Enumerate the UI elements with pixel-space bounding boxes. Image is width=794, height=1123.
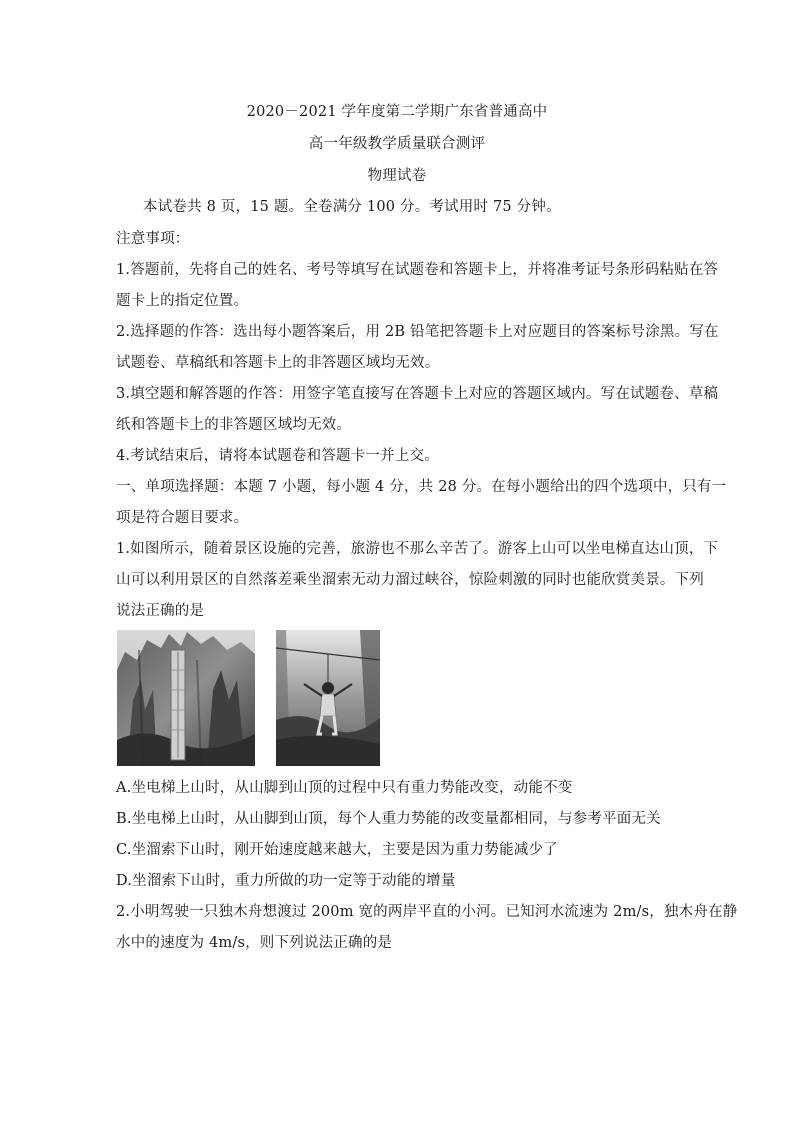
zipline-rider-photo [276,630,380,766]
notice-item-2-line1: 2.选择题的作答：选出每小题答案后，用 2B 铅笔把答题卡上对应题目的答案标号涂黑。写在 [116,324,719,340]
q1-option-d: D.坐溜索下山时，重力所做的功一定等于动能的增量 [116,873,456,889]
exam-intro: 本试卷共 8 页，15 题。全卷满分 100 分。考试用时 75 分钟。 [143,199,561,215]
q2-stem-line2: 水中的速度为 4m/s，则下列说法正确的是 [116,935,393,951]
q1-option-a: A.坐电梯上山时，从山脚到山顶的过程中只有重力势能改变，动能不变 [116,780,573,796]
notice-item-2-line2: 试题卷、草稿纸和答题卡上的非答题区域均无效。 [116,355,440,371]
notice-item-1-line2: 题卡上的指定位置。 [116,293,249,309]
section1-line1: 一、单项选择题：本题 7 小题，每小题 4 分，共 28 分。在每小题给出的四个选项中，只有一 [116,479,727,495]
q1-option-c: C.坐溜索下山时，刚开始速度越来越大，主要是因为重力势能减少了 [116,842,558,858]
q2-stem-line1: 2.小明驾驶一只独木舟想渡过 200m 宽的两岸平直的小河。已知河水流速为 2m/s，独木舟在静 [116,904,738,920]
notice-item-1-line1: 1.答题前，先将自己的姓名、考号等填写在试题卷和答题卡上，并将准考证号条形码粘贴在答 [116,262,719,278]
exam-header-line1: 2020－2021 学年度第二学期广东省普通高中 [246,104,548,120]
exam-title: 物理试卷 [367,168,427,184]
notice-item-3-line2: 纸和答题卡上的非答题区域均无效。 [116,417,352,433]
exam-header-line2: 高一年级教学质量联合测评 [308,136,486,152]
notice-title: 注意事项： [116,231,190,247]
q1-stem-line2: 山可以利用景区的自然落差乘坐溜索无动力溜过峡谷，惊险刺激的同时也能欣赏美景。下列 [116,572,704,588]
q1-stem-line3: 说法正确的是 [116,603,205,619]
section1-line2: 项是符合题目要求。 [116,510,249,526]
notice-item-4: 4.考试结束后，请将本试题卷和答题卡一并上交。 [116,448,439,464]
q1-stem-line1: 1.如图所示，随着景区设施的完善，旅游也不那么辛苦了。游客上山可以坐电梯直达山顶，下 [116,541,719,557]
notice-item-3-line1: 3.填空题和解答题的作答：用签字笔直接写在答题卡上对应的答题区域内。写在试题卷、草稿 [116,386,719,402]
q1-option-b: B.坐电梯上山时，从山脚到山顶，每个人重力势能的改变量都相同，与参考平面无关 [116,811,661,827]
cliff-elevator-photo [117,630,255,766]
